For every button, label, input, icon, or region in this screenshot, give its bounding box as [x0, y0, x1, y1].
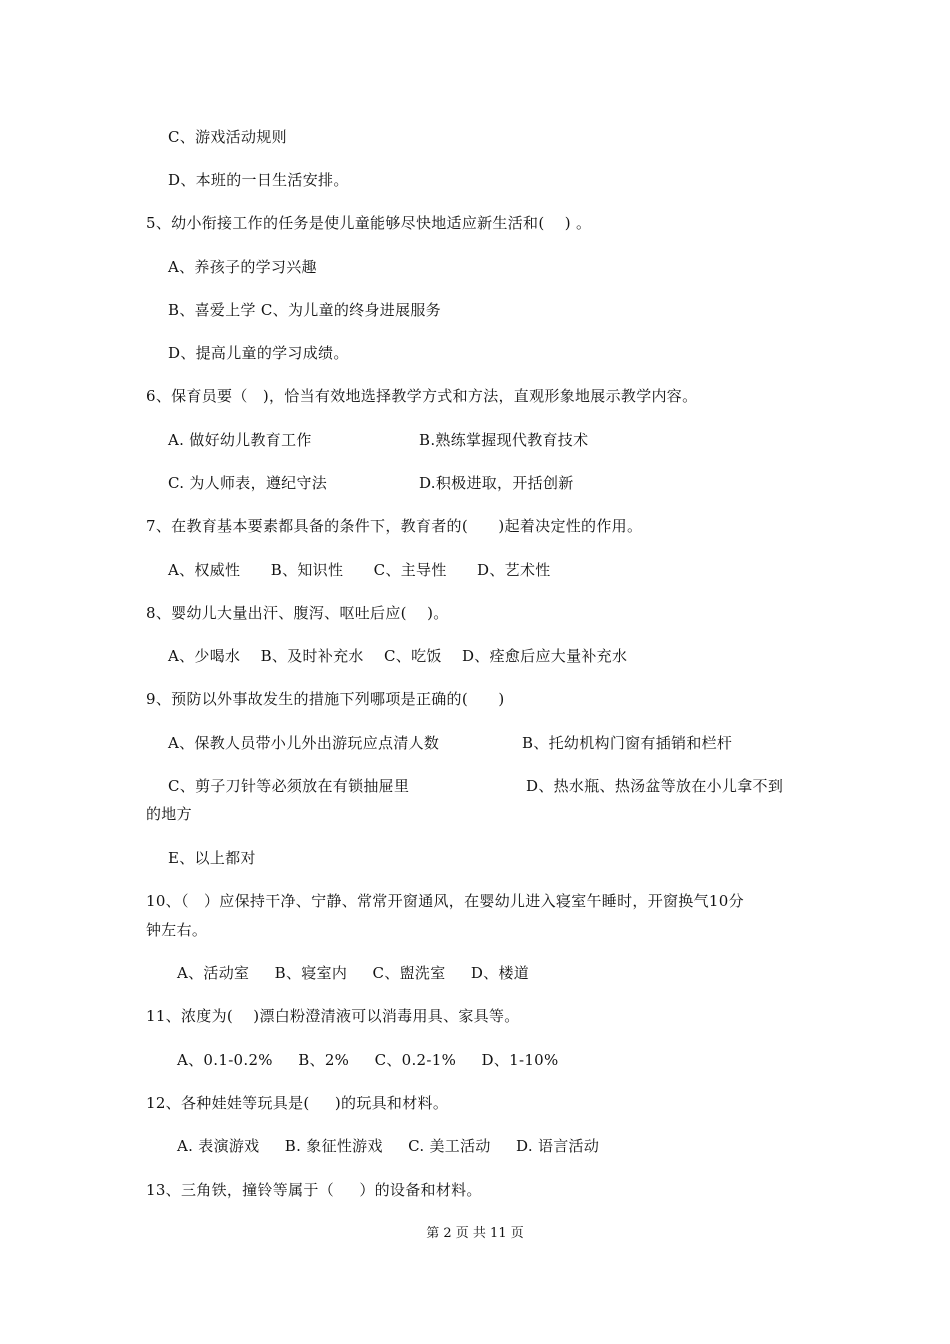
- option-line: A、保教人员带小儿外出游玩应点清人数: [168, 734, 440, 752]
- option-line: D.积极进取，开括创新: [419, 474, 574, 492]
- option-line: A、养孩子的学习兴趣: [168, 258, 317, 276]
- option-line: D、本班的一日生活安排。: [168, 171, 349, 189]
- option-line: B、喜爱上学 C、为儿童的终身进展服务: [168, 301, 441, 319]
- option-line: B、托幼机构门窗有插销和栏杆: [522, 734, 733, 752]
- question-line: 6、保育员要（ )，恰当有效地选择教学方式和方法，直观形象地展示教学内容。: [146, 387, 698, 405]
- option-line: A. 做好幼儿教育工作: [168, 431, 312, 449]
- option-line: D、提高儿童的学习成绩。: [168, 344, 349, 362]
- option-line: B.熟练掌握现代教育技术: [419, 431, 589, 449]
- option-line: A. 表演游戏 B. 象征性游戏 C. 美工活动 D. 语言活动: [177, 1137, 600, 1155]
- option-line: A、0.1-0.2% B、2% C、0.2-1% D、1-10%: [177, 1051, 559, 1069]
- option-line: C、剪子刀针等必须放在有锁抽屉里: [168, 777, 410, 795]
- question-line: 8、婴幼儿大量出汗、腹泻、呕吐后应( )。: [146, 604, 449, 622]
- question-line: 11、浓度为( )漂白粉澄清液可以消毒用具、家具等。: [146, 1007, 520, 1025]
- option-line: A、权威性 B、知识性 C、主导性 D、艺术性: [168, 561, 551, 579]
- option-line: D、热水瓶、热汤盆等放在小儿拿不到: [526, 777, 784, 795]
- option-line: A、少喝水 B、及时补充水 C、吃饭 D、痊愈后应大量补充水: [168, 647, 628, 665]
- question-line: 5、幼小衔接工作的任务是使儿童能够尽快地适应新生活和( ) 。: [146, 214, 592, 232]
- page-footer: 第 2 页 共 11 页: [426, 1226, 524, 1241]
- question-line: 9、预防以外事故发生的措施下列哪项是正确的( ): [146, 690, 505, 708]
- option-line: 的地方: [146, 805, 192, 823]
- option-line: A、活动室 B、寝室内 C、盥洗室 D、楼道: [177, 964, 530, 982]
- question-line: 钟左右。: [146, 921, 208, 939]
- option-line: E、以上都对: [168, 849, 256, 867]
- question-line: 13、三角铁，撞铃等属于（ ）的设备和材料。: [146, 1181, 482, 1199]
- question-line: 12、各种娃娃等玩具是( )的玩具和材料。: [146, 1094, 449, 1112]
- option-line: C、游戏活动规则: [168, 128, 287, 146]
- question-line: 10、（ ）应保持干净、宁静、常常开窗通风，在婴幼儿进入寝室午睡时，开窗换气10分: [146, 892, 744, 910]
- option-line: C. 为人师表，遵纪守法: [168, 474, 328, 492]
- question-line: 7、在教育基本要素都具备的条件下，教育者的( )起着决定性的作用。: [146, 517, 643, 535]
